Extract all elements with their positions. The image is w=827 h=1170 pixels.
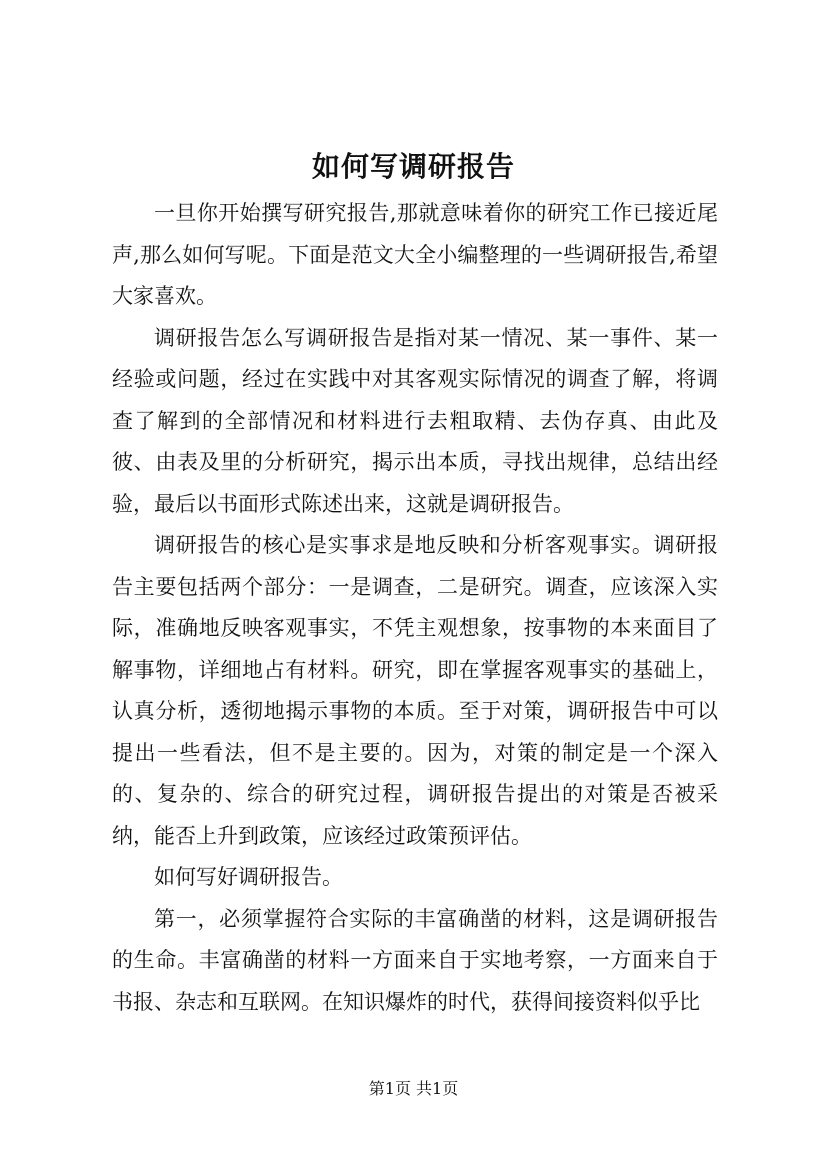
page-title: 如何写调研报告 bbox=[311, 150, 515, 183]
paragraph-definition: 调研报告怎么写调研报告是指对某一情况、某一事件、某一经验或问题，经过在实践中对其客观实际情况的调查了解，将调查了解到的全部情况和材料进行去粗取精、去伪存真、由此及彼、由表及里的分析研究，揭示出本质，寻找出规律，总结出经验，最后以书面形式陈述出来，这就是调研报告。 bbox=[112, 325, 718, 516]
paragraph-first-point: 第一，必须掌握符合实际的丰富确凿的材料，这是调研报告的生命。丰富确凿的材料一方面来自于实地考察，一方面来自于书报、杂志和互联网。在知识爆炸的时代，获得间接资料似乎比 bbox=[112, 906, 718, 1014]
paragraph-intro: 一旦你开始撰写研究报告,那就意味着你的研究工作已接近尾声,那么如何写呢。下面是范文大全小编整理的一些调研报告,希望大家喜欢。 bbox=[112, 201, 718, 308]
page-number-footer: 第1页 共1页 bbox=[368, 1079, 459, 1098]
document-body bbox=[112, 193, 718, 1023]
paragraph-heading-how-to: 如何写好调研报告。 bbox=[154, 865, 343, 889]
paragraph-core: 调研报告的核心是实事求是地反映和分析客观事实。调研报告主要包括两个部分：一是调查，二是研究。调查，应该深入实际，准确地反映客观事实，不凭主观想象，按事物的本来面目了解事物，详细地占有材料。研究，即在掌握客观事实的基础上，认真分析，透彻地揭示事物的本质。至于对策，调研报告中可以提出一些看法，但不是主要的。因为，对策的制定是一个深入的、复杂的、综合的研究过程，调研报告提出的对策是否被采纳，能否上升到政策，应该经过政策预评估。 bbox=[112, 533, 718, 848]
